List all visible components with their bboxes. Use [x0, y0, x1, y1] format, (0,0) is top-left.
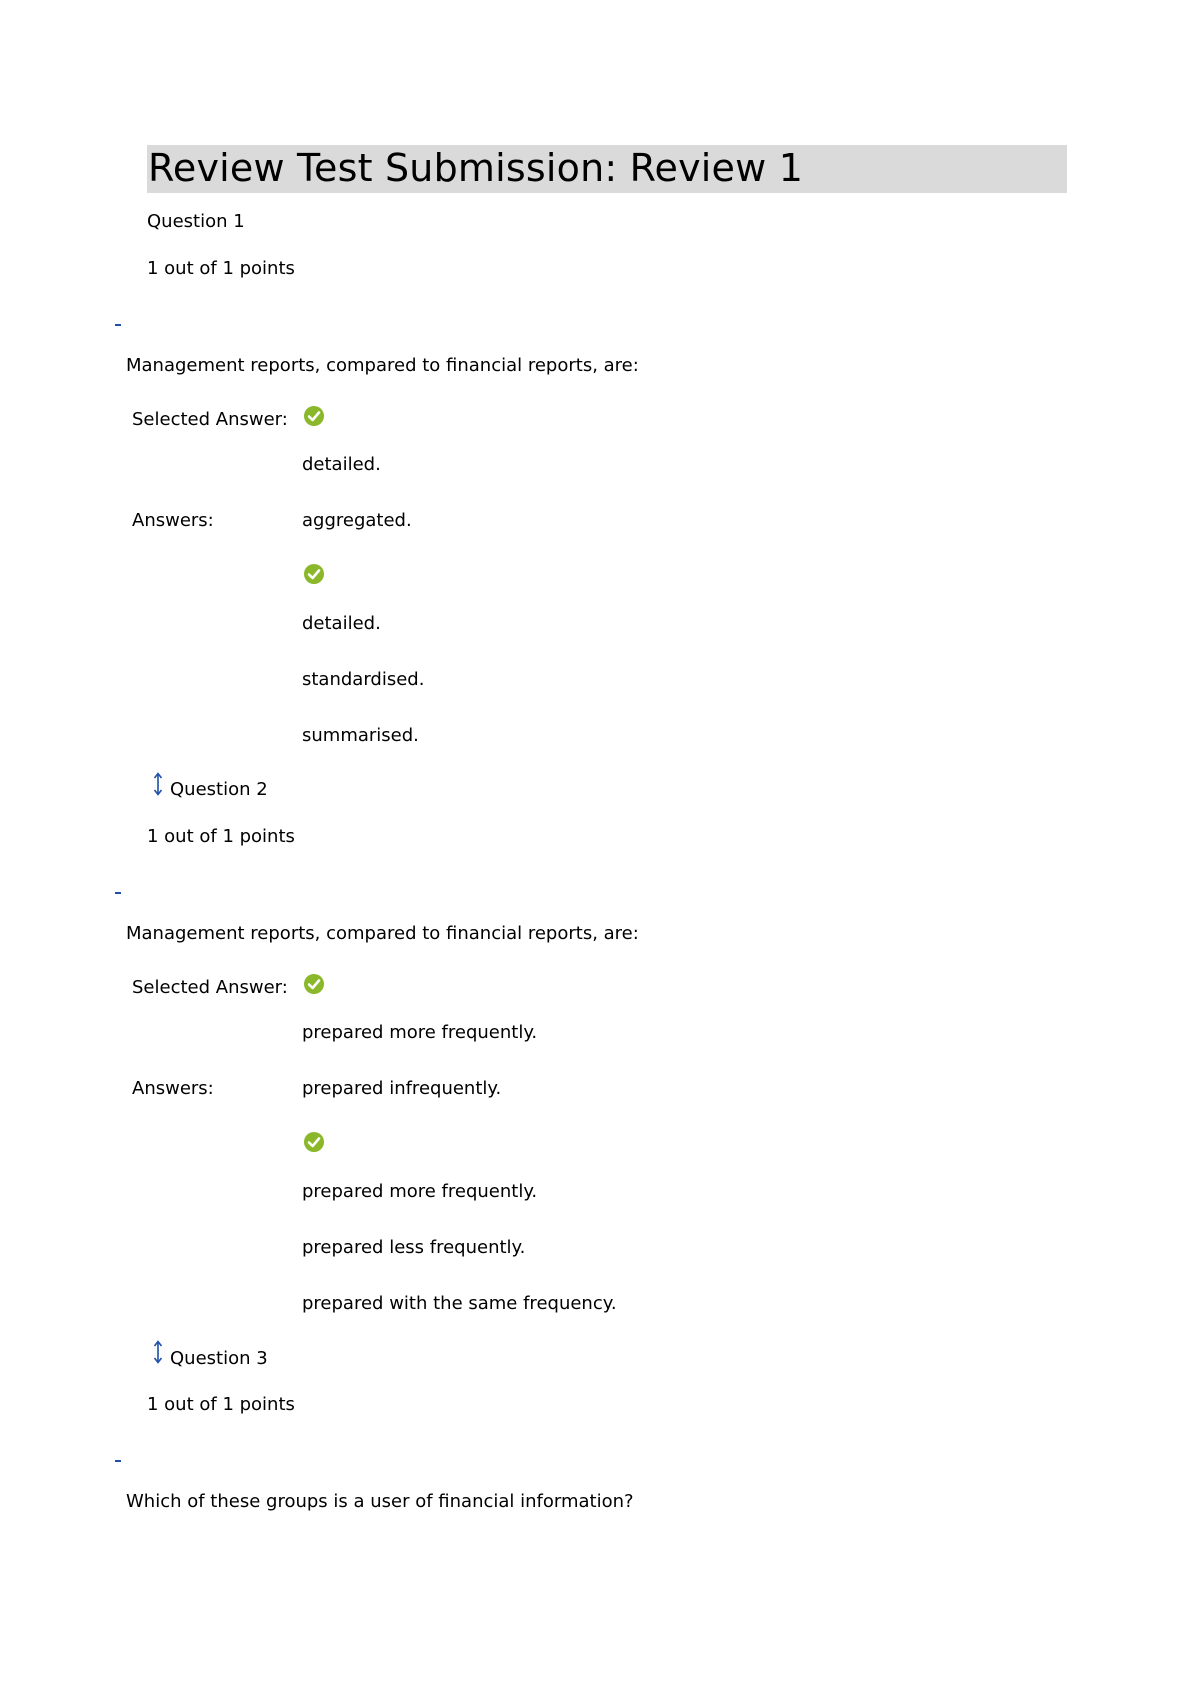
- question-1-points: 1 out of 1 points: [147, 258, 295, 279]
- question-1-selected-answer-label: Selected Answer:: [132, 409, 288, 430]
- question-2-selected-answer-label: Selected Answer:: [132, 977, 288, 998]
- question-2-selected-answer: prepared more frequently.: [302, 1022, 538, 1043]
- question-3-collapse-dash-icon[interactable]: [115, 1460, 121, 1462]
- question-1-heading: Question 1: [147, 211, 245, 232]
- question-3-points: 1 out of 1 points: [147, 1394, 295, 1415]
- question-1-answers-label: Answers:: [132, 510, 214, 531]
- question-1-prompt: Management reports, compared to financial reports, are:: [126, 355, 639, 376]
- question-2-answer-option: prepared less frequently.: [302, 1237, 526, 1258]
- question-2-answer-option: prepared more frequently.: [302, 1181, 538, 1202]
- question-2-points: 1 out of 1 points: [147, 826, 295, 847]
- question-2-correct-check-circle-icon: [303, 1131, 325, 1153]
- question-1-selected-answer: detailed.: [302, 454, 381, 475]
- question-2-selected-check-circle-icon: [303, 973, 325, 995]
- question-1-answer-option: summarised.: [302, 725, 419, 746]
- question-2-prompt: Management reports, compared to financial reports, are:: [126, 923, 639, 944]
- question-2-answer-option: prepared with the same frequency.: [302, 1293, 617, 1314]
- question-2-up-down-arrows-icon[interactable]: [152, 772, 164, 796]
- question-2-heading: Question 2: [170, 779, 268, 800]
- page-title: Review Test Submission: Review 1: [148, 146, 804, 190]
- question-2-answer-option: prepared infrequently.: [302, 1078, 502, 1099]
- question-1-answer-option: aggregated.: [302, 510, 412, 531]
- question-3-prompt: Which of these groups is a user of financial information?: [126, 1491, 634, 1512]
- question-1-correct-check-circle-icon: [303, 563, 325, 585]
- question-1-answer-option: standardised.: [302, 669, 425, 690]
- question-2-answers-label: Answers:: [132, 1078, 214, 1099]
- question-1-collapse-dash-icon[interactable]: [115, 324, 121, 326]
- question-3-up-down-arrows-icon[interactable]: [152, 1340, 164, 1364]
- question-1-selected-check-circle-icon: [303, 405, 325, 427]
- question-1-answer-option: detailed.: [302, 613, 381, 634]
- question-2-collapse-dash-icon[interactable]: [115, 892, 121, 894]
- question-3-heading: Question 3: [170, 1348, 268, 1369]
